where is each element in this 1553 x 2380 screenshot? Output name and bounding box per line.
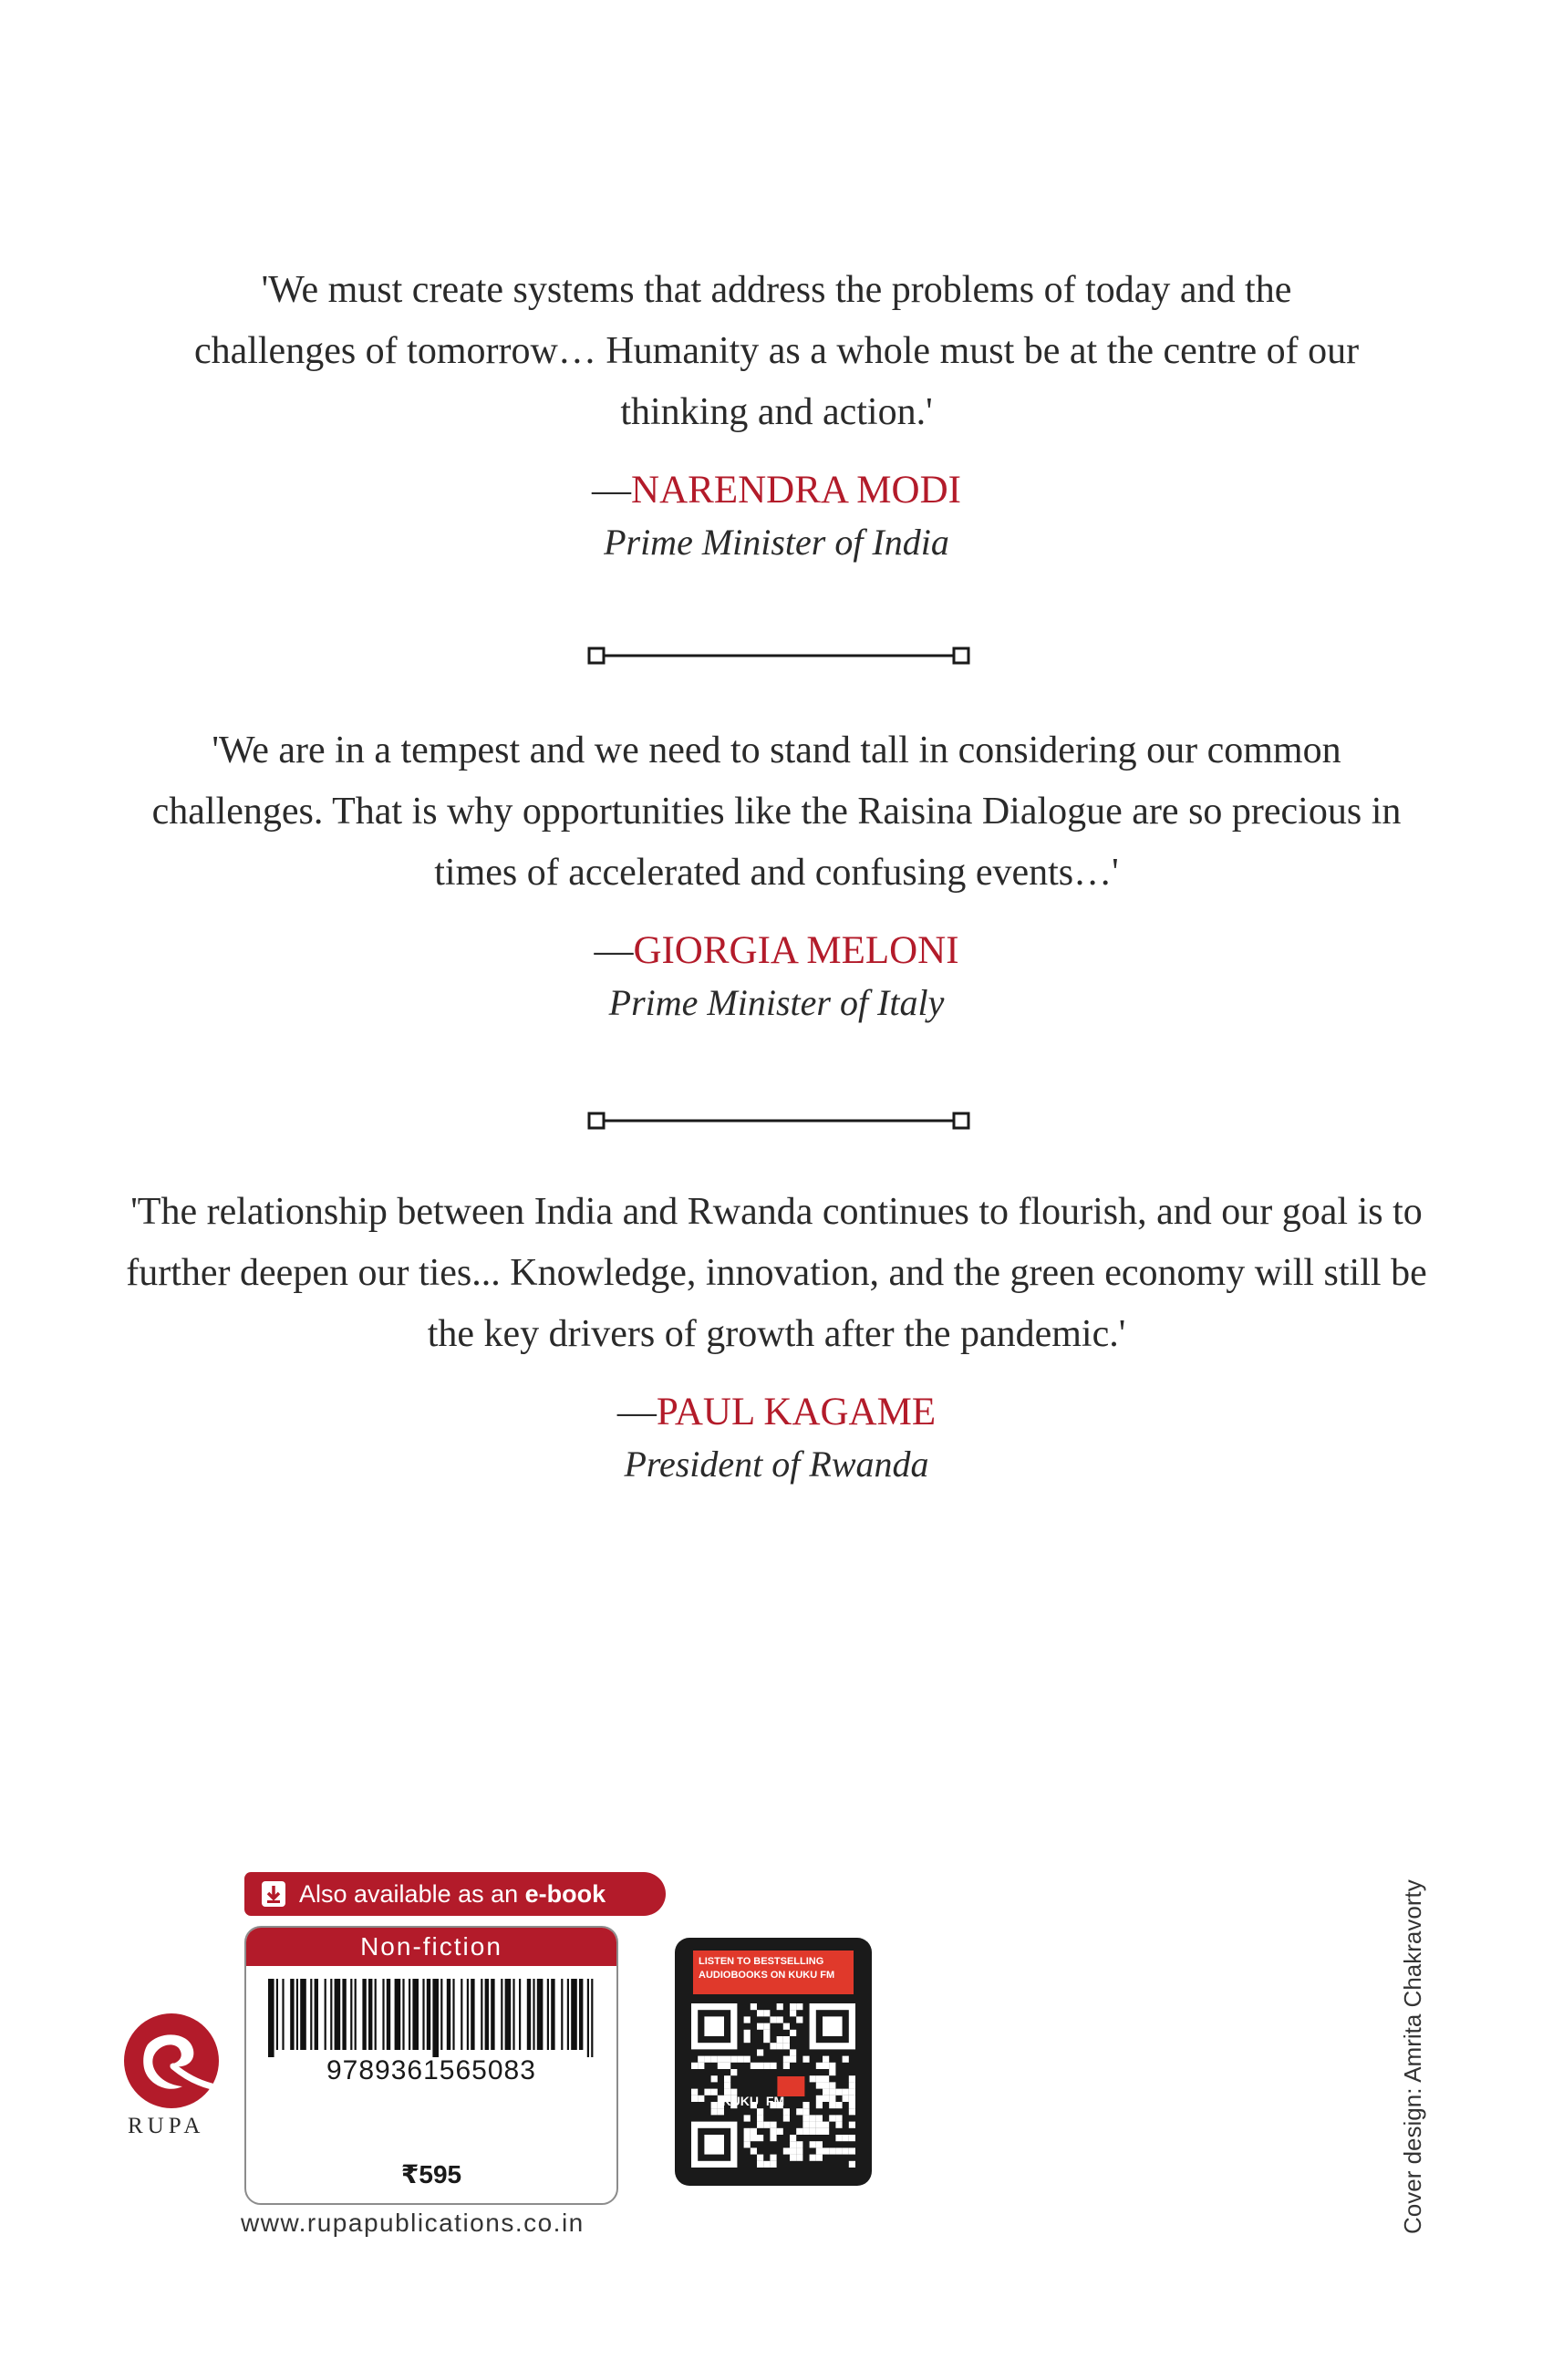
qr-module bbox=[744, 2135, 751, 2141]
qr-module bbox=[835, 2102, 842, 2108]
barcode-bar bbox=[296, 1979, 298, 2050]
qr-module bbox=[843, 2095, 849, 2102]
isbn-number: 9789361565083 bbox=[326, 2055, 536, 2085]
barcode-bar bbox=[342, 1979, 346, 2050]
qr-module bbox=[724, 2063, 730, 2069]
qr-module bbox=[829, 2095, 835, 2102]
qr-module bbox=[763, 2030, 770, 2036]
cover-design-credit: Cover design: Amrita Chakravorty bbox=[1399, 1879, 1426, 2234]
qr-module bbox=[816, 2095, 823, 2102]
qr-module bbox=[751, 2063, 757, 2069]
barcode-bar bbox=[505, 1979, 512, 2050]
qr-module bbox=[829, 2063, 835, 2069]
attribution-role: Prime Minister of Italy bbox=[608, 982, 945, 1023]
qr-module bbox=[802, 2108, 809, 2115]
barcode-bar bbox=[551, 1979, 554, 2050]
qr-module bbox=[829, 2115, 835, 2121]
qr-module bbox=[849, 2075, 855, 2082]
qr-module bbox=[829, 2147, 835, 2154]
qr-module bbox=[744, 2141, 751, 2147]
qr-module bbox=[790, 2003, 796, 2010]
qr-module bbox=[757, 2155, 763, 2161]
qr-module bbox=[823, 2128, 829, 2135]
qr-module bbox=[704, 2089, 710, 2095]
rupa-logo-icon bbox=[120, 2010, 226, 2110]
qr-module bbox=[790, 2135, 796, 2141]
barcode-bar bbox=[587, 1979, 589, 2057]
barcode-bar bbox=[427, 1979, 430, 2050]
qr-module bbox=[816, 2115, 823, 2121]
barcode-bar bbox=[579, 1979, 583, 2050]
qr-module bbox=[698, 2063, 704, 2069]
audiobook-promo-text: LISTEN TO BESTSELLING AUDIOBOOKS ON KUKU FM bbox=[693, 1951, 854, 1994]
qr-module bbox=[796, 2128, 802, 2135]
qr-module bbox=[796, 2147, 802, 2154]
qr-module bbox=[823, 2122, 829, 2128]
qr-module bbox=[796, 2016, 802, 2023]
barcode-bar bbox=[485, 1979, 489, 2050]
qr-module bbox=[829, 2069, 835, 2075]
qr-module bbox=[790, 2010, 796, 2016]
barcode-bar bbox=[325, 1979, 326, 2050]
qr-module bbox=[816, 2063, 823, 2069]
barcode-bar bbox=[300, 1979, 306, 2050]
qr-module bbox=[790, 2049, 796, 2055]
qr-module bbox=[835, 2135, 842, 2141]
qr-module bbox=[730, 2069, 737, 2075]
qr-module bbox=[849, 2095, 855, 2102]
qr-module bbox=[816, 2082, 823, 2088]
qr-module bbox=[835, 2115, 842, 2121]
barcode-bar bbox=[561, 1979, 563, 2050]
quote-text: 'We are in a tempest and we need to stand tall in considering our common challenges. That is why opportunities like the Raisina Dialogue are so precious in times of accelerated and confusing events…' bbox=[151, 730, 1402, 894]
qr-code-image bbox=[688, 1998, 859, 2177]
qr-module bbox=[763, 2161, 770, 2168]
qr-module bbox=[849, 2122, 855, 2128]
barcode-bar bbox=[355, 1979, 357, 2050]
kuku-brand-a: KUKU bbox=[721, 2094, 759, 2108]
barcode-bar bbox=[315, 1979, 318, 2050]
barcode-bar bbox=[512, 1979, 514, 2050]
quote-block-modi bbox=[0, 260, 1553, 569]
kuku-brand-b: FM bbox=[765, 2094, 785, 2108]
qr-module bbox=[835, 2122, 842, 2128]
barcode-bar bbox=[375, 1979, 377, 2050]
qr-module bbox=[829, 2089, 835, 2095]
qr-module bbox=[770, 2155, 776, 2161]
qr-module bbox=[751, 2128, 757, 2135]
audiobook-promo-card bbox=[675, 1938, 872, 2186]
qr-module bbox=[763, 2023, 770, 2030]
attribution-role: President of Rwanda bbox=[624, 1444, 929, 1485]
qr-module bbox=[816, 2155, 823, 2161]
ebook-bold: e-book bbox=[524, 1880, 606, 1908]
qr-module bbox=[796, 2003, 802, 2010]
attribution-dash: — bbox=[592, 469, 632, 512]
qr-module bbox=[810, 2115, 816, 2121]
qr-module bbox=[783, 2108, 790, 2115]
qr-module bbox=[737, 2056, 743, 2063]
barcode-bar bbox=[491, 1979, 494, 2050]
qr-module bbox=[757, 2063, 763, 2069]
qr-module bbox=[810, 2141, 816, 2147]
qr-finder-center bbox=[823, 2016, 843, 2036]
qr-module bbox=[843, 2135, 849, 2141]
ornament-divider bbox=[587, 647, 970, 665]
qr-module bbox=[783, 2043, 790, 2049]
qr-module bbox=[751, 2003, 757, 2010]
qr-module bbox=[711, 2056, 718, 2063]
ebook-text bbox=[299, 1872, 606, 1916]
qr-module bbox=[829, 2102, 835, 2108]
qr-module bbox=[796, 2155, 802, 2161]
barcode-bar bbox=[282, 1979, 284, 2050]
qr-module bbox=[816, 2128, 823, 2135]
qr-module bbox=[711, 2102, 718, 2108]
qr-module bbox=[829, 2082, 835, 2088]
barcode-bar bbox=[387, 1979, 390, 2050]
barcode-bar bbox=[368, 1979, 372, 2050]
barcode-bar bbox=[395, 1979, 401, 2050]
barcode-bar bbox=[382, 1979, 384, 2050]
qr-module bbox=[816, 2141, 823, 2147]
qr-module bbox=[849, 2161, 855, 2168]
barcode-bar bbox=[330, 1979, 332, 2050]
qr-module bbox=[730, 2056, 737, 2063]
qr-module bbox=[763, 2010, 770, 2016]
barcode-bar bbox=[591, 1979, 593, 2057]
qr-module bbox=[777, 2016, 783, 2023]
qr-module bbox=[763, 2036, 770, 2043]
download-icon bbox=[261, 1880, 286, 1908]
barcode-bar bbox=[547, 1979, 549, 2050]
qr-module bbox=[816, 2102, 823, 2108]
barcode-bar bbox=[409, 1979, 410, 2050]
qr-module bbox=[770, 2161, 776, 2168]
qr-module bbox=[718, 2108, 724, 2115]
qr-module bbox=[724, 2056, 730, 2063]
qr-module bbox=[849, 2147, 855, 2154]
qr-module bbox=[843, 2089, 849, 2095]
qr-module bbox=[790, 2141, 796, 2147]
qr-module bbox=[744, 2030, 751, 2036]
ornament-divider bbox=[587, 1112, 970, 1130]
barcode-bar bbox=[310, 1979, 312, 2050]
genre-label: Non-fiction bbox=[246, 1928, 616, 1966]
quote-block-kagame bbox=[0, 1182, 1553, 1491]
barcode-bar bbox=[501, 1979, 502, 2050]
qr-module bbox=[796, 2141, 802, 2147]
qr-module bbox=[783, 2063, 790, 2069]
qr-module bbox=[704, 2056, 710, 2063]
qr-module bbox=[790, 2030, 796, 2036]
quote-attribution bbox=[0, 1387, 1553, 1438]
qr-module bbox=[744, 2036, 751, 2043]
quote-attribution bbox=[0, 465, 1553, 516]
qr-module bbox=[823, 2095, 829, 2102]
qr-module bbox=[744, 2016, 751, 2023]
qr-module bbox=[849, 2108, 855, 2115]
qr-module bbox=[744, 2128, 751, 2135]
qr-module bbox=[835, 2089, 842, 2095]
qr-module bbox=[770, 2043, 776, 2049]
barcode-bar bbox=[447, 1979, 450, 2050]
qr-module bbox=[790, 2147, 796, 2154]
qr-module bbox=[770, 2122, 776, 2128]
qr-module bbox=[751, 2147, 757, 2154]
qr-module bbox=[691, 2095, 698, 2102]
qr-module bbox=[810, 2128, 816, 2135]
qr-module bbox=[770, 2128, 776, 2135]
barcode-bar bbox=[412, 1979, 419, 2050]
qr-module bbox=[783, 2023, 790, 2030]
qr-module bbox=[802, 2115, 809, 2121]
qr-module bbox=[816, 2147, 823, 2154]
qr-finder-center bbox=[704, 2016, 724, 2036]
barcode-bar bbox=[452, 1979, 454, 2050]
barcode-bar bbox=[461, 1979, 462, 2050]
attribution-dash: — bbox=[616, 1391, 657, 1433]
barcode-bar bbox=[527, 1979, 531, 2050]
qr-module bbox=[770, 2063, 776, 2069]
qr-module bbox=[849, 2102, 855, 2108]
qr-module bbox=[751, 2135, 757, 2141]
qr-module bbox=[823, 2082, 829, 2088]
qr-module bbox=[802, 2102, 809, 2108]
quote-text: 'We must create systems that address the problems of today and the challenges of tomorrow… Humanity as a whole must be at the centre of our thinking and action.' bbox=[193, 269, 1360, 433]
barcode-bar bbox=[481, 1979, 482, 2050]
qr-module bbox=[777, 2036, 783, 2043]
barcode-bar bbox=[422, 1979, 424, 2050]
qr-module bbox=[777, 2043, 783, 2049]
qr-module bbox=[757, 2108, 763, 2115]
qr-module bbox=[843, 2147, 849, 2154]
barcode-bar bbox=[290, 1979, 294, 2050]
qr-module bbox=[763, 2122, 770, 2128]
qr-module bbox=[718, 2063, 724, 2069]
qr-module bbox=[757, 2135, 763, 2141]
qr-module bbox=[757, 2122, 763, 2128]
qr-module bbox=[698, 2056, 704, 2063]
quote-block-meloni bbox=[0, 720, 1553, 1030]
qr-module bbox=[816, 2075, 823, 2082]
qr-module bbox=[770, 2016, 776, 2023]
barcode-bar bbox=[519, 1979, 521, 2050]
barcode-bar bbox=[432, 1979, 439, 2057]
qr-module bbox=[777, 2003, 783, 2010]
qr-module bbox=[711, 2108, 718, 2115]
qr-module bbox=[777, 2128, 783, 2135]
publisher-website: www.rupapublications.co.in bbox=[241, 2209, 585, 2237]
qr-module bbox=[783, 2036, 790, 2043]
attribution-dash: — bbox=[594, 929, 634, 972]
qr-module bbox=[724, 2075, 730, 2082]
qr-module bbox=[711, 2089, 718, 2095]
ebook-availability-banner bbox=[244, 1872, 666, 1916]
quote-text: 'The relationship between India and Rwanda continues to flourish, and our goal is to further deepen our ties... Knowledge, innovation, and the green economy will still be the key drivers of growth after the pandemic.' bbox=[126, 1191, 1427, 1355]
qr-module bbox=[796, 2108, 802, 2115]
barcode-bar bbox=[276, 1979, 278, 2050]
qr-module bbox=[783, 2147, 790, 2154]
qr-module bbox=[810, 2155, 816, 2161]
qr-module bbox=[802, 2122, 809, 2128]
qr-module bbox=[744, 2056, 751, 2063]
qr-module bbox=[810, 2075, 816, 2082]
qr-module bbox=[849, 2089, 855, 2095]
barcode-bar bbox=[567, 1979, 569, 2050]
barcode-bar bbox=[467, 1979, 469, 2050]
barcode-bar bbox=[537, 1979, 544, 2050]
qr-module bbox=[843, 2056, 849, 2063]
qr-module bbox=[691, 2063, 698, 2069]
qr-module bbox=[757, 2115, 763, 2121]
qr-module bbox=[711, 2075, 718, 2082]
ebook-prefix: Also available as an bbox=[299, 1880, 525, 1908]
qr-module bbox=[823, 2089, 829, 2095]
qr-module bbox=[802, 2056, 809, 2063]
qr-module bbox=[790, 2155, 796, 2161]
barcode-bar bbox=[440, 1979, 442, 2050]
qr-module bbox=[849, 2135, 855, 2141]
price-label: ₹595 bbox=[400, 2160, 462, 2189]
attribution-name: GIORGIA MELONI bbox=[633, 929, 959, 972]
qr-module bbox=[718, 2056, 724, 2063]
attribution-name: NARENDRA MODI bbox=[631, 469, 961, 512]
qr-module bbox=[698, 2095, 704, 2102]
qr-module bbox=[823, 2056, 829, 2063]
qr-module bbox=[816, 2122, 823, 2128]
qr-module bbox=[810, 2122, 816, 2128]
barcode-bar bbox=[402, 1979, 404, 2050]
qr-module bbox=[744, 2115, 751, 2121]
qr-module bbox=[823, 2063, 829, 2069]
barcode-bar bbox=[471, 1979, 474, 2050]
qr-module bbox=[823, 2075, 829, 2082]
publisher-name: RUPA bbox=[128, 2114, 205, 2138]
qr-module bbox=[783, 2115, 790, 2121]
qr-module bbox=[802, 2128, 809, 2135]
attribution-role: Prime Minister of India bbox=[604, 522, 949, 563]
quote-attribution bbox=[0, 926, 1553, 977]
barcode-bar bbox=[335, 1979, 341, 2050]
barcode-panel bbox=[244, 1926, 618, 2205]
qr-module bbox=[790, 2056, 796, 2063]
qr-module bbox=[757, 2049, 763, 2055]
qr-module bbox=[835, 2147, 842, 2154]
qr-module bbox=[783, 2056, 790, 2063]
qr-module bbox=[849, 2082, 855, 2088]
qr-module bbox=[823, 2147, 829, 2154]
barcode-bar bbox=[350, 1979, 352, 2050]
barcode-bar bbox=[268, 1979, 274, 2057]
qr-module bbox=[757, 2161, 763, 2168]
attribution-name: PAUL KAGAME bbox=[656, 1391, 937, 1433]
qr-module bbox=[757, 2010, 763, 2016]
qr-module bbox=[763, 2063, 770, 2069]
qr-module bbox=[770, 2135, 776, 2141]
barcode-bar bbox=[533, 1979, 534, 2050]
qr-finder-center bbox=[704, 2135, 724, 2155]
barcode-bar bbox=[571, 1979, 577, 2050]
barcode-bar bbox=[362, 1979, 366, 2050]
qr-module bbox=[757, 2023, 763, 2030]
qr-module bbox=[724, 2082, 730, 2088]
qr-module bbox=[691, 2089, 698, 2095]
